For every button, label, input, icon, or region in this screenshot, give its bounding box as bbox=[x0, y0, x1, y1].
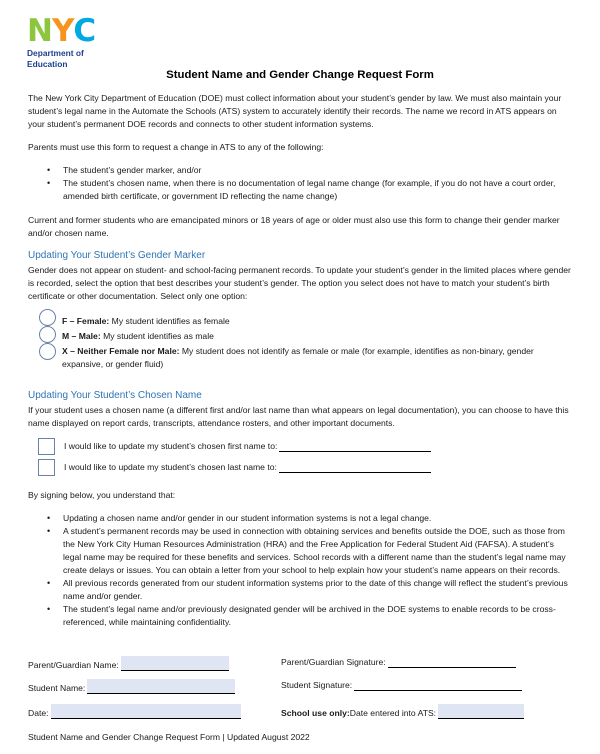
option-desc: My student identifies as female bbox=[109, 316, 230, 326]
radio-male[interactable] bbox=[39, 326, 56, 343]
student-name-row bbox=[28, 679, 235, 694]
name-section-text: If your student uses a chosen name (a different first and/or last name than what appears on legal documentation), you can choose to have this name displayed on report cards, transcripts, attendance rosters, and other important documents. bbox=[28, 405, 569, 428]
last-name-field[interactable] bbox=[279, 462, 431, 473]
last-name-label: I would like to update my student’s chosen last name to: bbox=[64, 461, 277, 472]
parent-signature-row bbox=[281, 656, 516, 668]
gender-section-heading: Updating Your Student’s Gender Marker bbox=[28, 250, 206, 261]
date-field[interactable] bbox=[51, 704, 241, 719]
understand-item: • A student’s permanent records may be used in connection with obtaining services and benefits outside the DOE, such as those from the New York City Human Resources Administration (HRA) and the Free Application for Federal Student Aid (FAFSA). A student’s legal name may be required for these benefits and services. School records with a different name than the student’s legal name may create delays or issues. You can obtain a letter from your school to help explain how your student’s name appears on their records. bbox=[28, 525, 574, 577]
form-title: Student Name and Gender Change Request Form bbox=[166, 69, 434, 81]
form-footer: Student Name and Gender Change Request Form | Updated August 2022 bbox=[28, 732, 310, 742]
school-use-row bbox=[281, 704, 524, 719]
date-row bbox=[28, 704, 241, 719]
first-name-checkbox[interactable] bbox=[38, 438, 55, 455]
logo-dept-line2: Education bbox=[27, 59, 68, 69]
date-entered-field[interactable] bbox=[438, 704, 524, 719]
first-name-field[interactable] bbox=[279, 441, 431, 452]
last-name-checkbox[interactable] bbox=[38, 459, 55, 476]
parent-signature-field[interactable] bbox=[388, 657, 516, 668]
logo-letter-c: C bbox=[73, 13, 96, 49]
signing-intro: By signing below, you understand that: bbox=[28, 490, 176, 500]
change-items-list bbox=[28, 164, 574, 203]
option-label: F – Female: bbox=[62, 316, 110, 326]
parent-name-label: Parent/Guardian Name: bbox=[28, 659, 119, 670]
gender-option-female bbox=[28, 315, 574, 328]
radio-female[interactable] bbox=[39, 309, 56, 326]
name-section-heading: Updating Your Student’s Chosen Name bbox=[28, 390, 202, 401]
parent-name-row bbox=[28, 656, 229, 671]
intro-paragraph: The New York City Department of Education (DOE) must collect information about your student’s gender by law. We must also maintain your student’s legal name in the Automate the Schools (ATS) system to accurately identify their records. The name we record in ATS appears on your student’s permanent DOE records and connects to other student information systems. bbox=[28, 93, 562, 129]
nyc-doe-logo bbox=[27, 13, 147, 72]
change-item: • The student’s gender marker, and/or bbox=[28, 164, 574, 177]
gender-option-x bbox=[28, 345, 574, 371]
understand-item: • The student’s legal name and/or previously designated gender will be archived in the DOE systems to enable records to be cross-referenced, while maintaining confidentiality. bbox=[28, 603, 574, 629]
student-name-label: Student Name: bbox=[28, 682, 86, 693]
student-name-field[interactable] bbox=[87, 679, 235, 694]
first-name-label: I would like to update my student’s chosen first name to: bbox=[64, 440, 278, 451]
gender-option-male bbox=[28, 330, 574, 343]
option-label: X – Neither Female nor Male: bbox=[62, 346, 180, 356]
student-signature-row bbox=[281, 679, 522, 691]
option-desc: My student does not identify as female or male (for example, identifies as non-binary, gender expansive, or gender fluid) bbox=[62, 346, 534, 369]
understand-list bbox=[28, 512, 574, 629]
nyc-letters bbox=[27, 13, 147, 49]
understand-item: • All previous records generated from our student information systems prior to the date of this change will reflect the student’s previous name and/or gender. bbox=[28, 577, 574, 603]
gender-section-text: Gender does not appear on student- and school-facing permanent records. To update your student’s gender in the limited places where gender is recorded, select the option that best describes your student’s gender. The option you select does not have to match your student’s birth certificate or other documentation. Select only one option: bbox=[28, 265, 571, 301]
option-desc: My student identifies as male bbox=[100, 331, 214, 341]
emancipated-paragraph: Current and former students who are emancipated minors or 18 years of age or older must also use this form to change their gender marker and/or chosen name. bbox=[28, 215, 560, 238]
student-signature-field[interactable] bbox=[354, 680, 522, 691]
logo-letter-y: Y bbox=[51, 13, 74, 49]
student-signature-label: Student Signature: bbox=[281, 680, 353, 690]
logo-dept-line1: Department of bbox=[27, 48, 84, 58]
parent-signature-label: Parent/Guardian Signature: bbox=[281, 657, 386, 667]
date-label: Date: bbox=[28, 707, 49, 718]
parents-intro: Parents must use this form to request a change in ATS to any of the following: bbox=[28, 142, 324, 152]
gender-options bbox=[28, 315, 574, 371]
radio-x[interactable] bbox=[39, 343, 56, 360]
school-use-label: School use only: bbox=[281, 707, 350, 718]
logo-letter-n: N bbox=[27, 13, 52, 49]
understand-item: • Updating a chosen name and/or gender in our student information systems is not a legal change. bbox=[28, 512, 574, 525]
change-item: • The student’s chosen name, when there is no documentation of legal name change (for example, if you do not have a court order, amended birth certificate, or government ID reflecting the name change) bbox=[28, 177, 574, 203]
first-name-row bbox=[38, 437, 431, 455]
option-label: M – Male: bbox=[62, 331, 101, 341]
date-entered-label: Date entered into ATS: bbox=[349, 707, 437, 718]
parent-name-field[interactable] bbox=[121, 656, 229, 671]
last-name-row bbox=[38, 458, 431, 476]
